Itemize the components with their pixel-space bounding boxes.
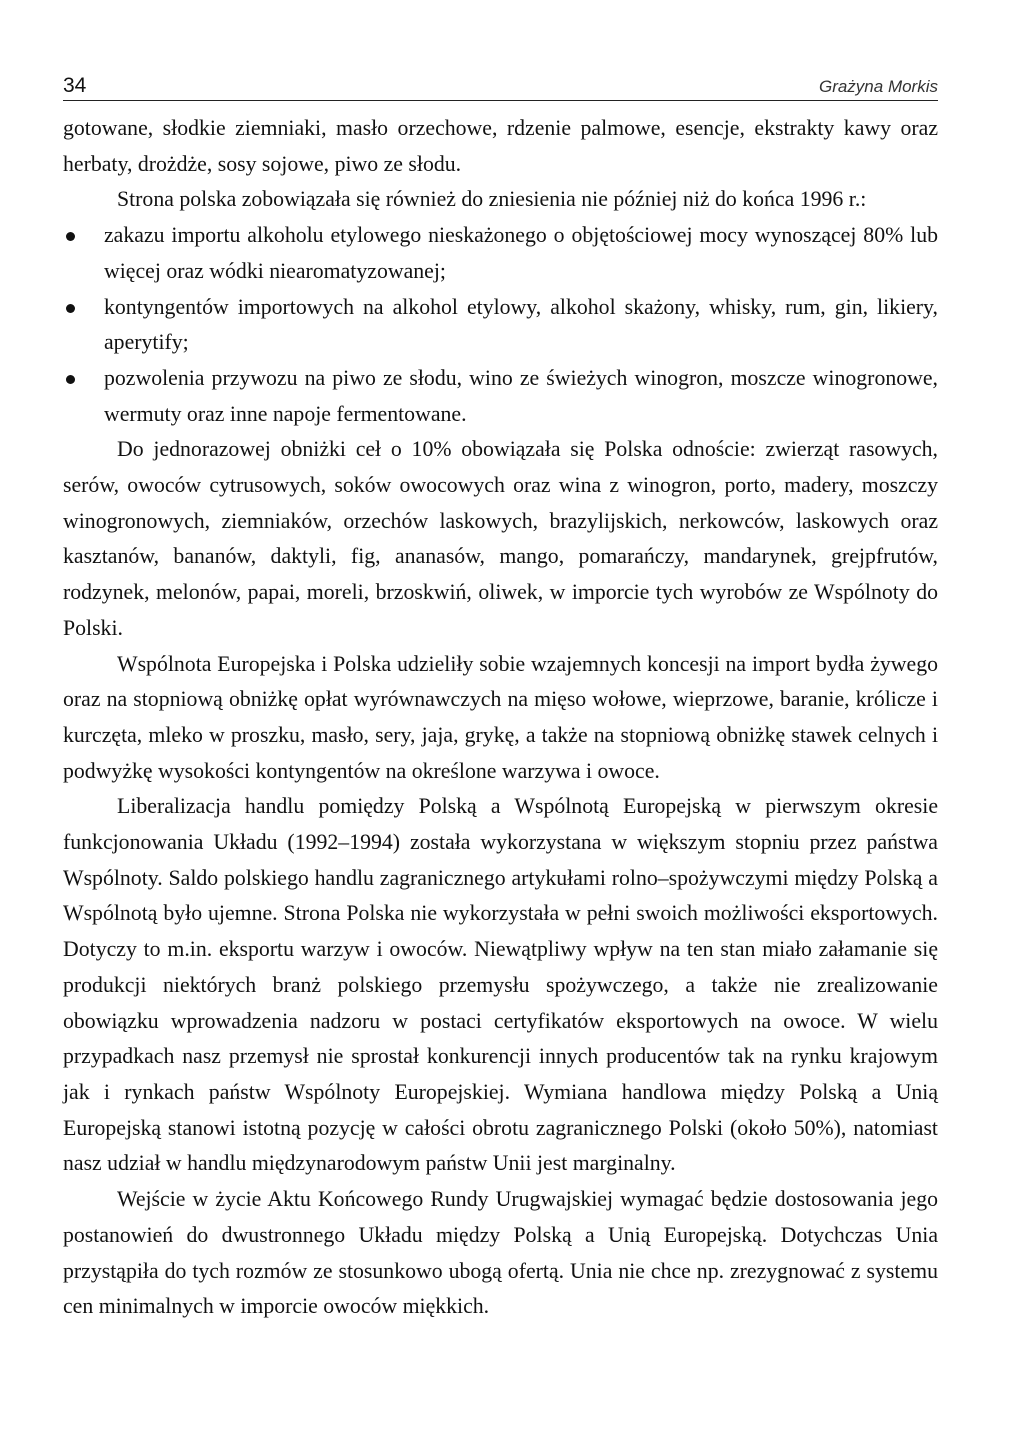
paragraph-continuation: gotowane, słodkie ziemniaki, masło orzechowe, rdzenie palmowe, esencje, ekstrakty kawy oraz herbaty, drożdże, sosy sojowe, piwo ze słodu. [63,116,938,176]
page-header [63,70,938,101]
bullet-list [63,218,938,432]
list-item [63,290,938,361]
bullet-icon [66,232,75,241]
bullet-icon [66,304,75,313]
list-item [63,218,938,289]
bullet-icon [66,375,75,384]
paragraph-trade-liberalization: Liberalizacja handlu pomiędzy Polską a Wspólnotą Europejską w pierwszym okresie funkcjonowania Układu (1992–1994) została wykorzystana w większym stopniu przez państwa Wspólnoty. Saldo polskiego handlu zagranicznego artykułami rolno–spożywczymi między Polską a Wspólnotą było ujemne. Strona Polska nie wykorzystała w pełni swoich możliwości eksportowych. Dotyczy to m.in. eksportu warzyw i owoców. Niewątpliwy wpływ na ten stan miało załamanie się produkcji niektórych branż polskiego przemysłu spożywczego, a także nie zrealizowanie obowiązku wprowadzenia nadzoru w postaci certyfikatów eksportowych na owoce. W wielu przypadkach nasz przemysł nie sprostał konkurencji innych producentów tak na rynku krajowym jak i rynkach państw Wspólnoty Europejskiej. Wymiana handlowa między Polską a Unią Europejską stanowi istotną pozycję w całości obrotu zagranicznego Polski (około 50%), natomiast nasz udział w handlu międzynarodowym państw Unii jest marginalny. [63,794,938,1176]
paragraph-intro-list: Strona polska zobowiązała się również do zniesienia nie później niż do końca 1996 r.: [117,187,867,212]
paragraph-mutual-concessions: Wspólnota Europejska i Polska udzieliły sobie wzajemnych koncesji na import bydła żywego oraz na stopniową obniżkę opłat wyrównawczych na mięso wołowe, wieprzowe, baranie, królicze i kurczęta, mleko w proszku, masło, sery, jaja, grykę, a także na stopniową obniżkę stawek celnych i podwyżkę wysokości kontyngentów na określone warzywa i owoce. [63,651,938,783]
paragraph-uruguay-round: Wejście w życie Aktu Końcowego Rundy Urugwajskiej wymagać będzie dostosowania jego postanowień do dwustronnego Układu między Polską a Unią Europejską. Dotychczas Unia przystąpiła do tych rozmów ze stosunkowo ubogą ofertą. Unia nie chce np. zrezygnować z systemu cen minimalnych w imporcie owoców miękkich. [63,1187,938,1319]
running-head-author: Grażyna Morkis [818,77,938,96]
list-item [63,361,938,432]
paragraph-tariff-reduction: Do jednorazowej obniżki ceł o 10% obowiązała się Polska odnoście: zwierząt rasowych, serów, owoców cytrusowych, soków owocowych oraz wina z winogron, porto, madery, moszczy winogronowych, ziemniaków, orzechów laskowych, brazylijskich, nerkowców, laskowych oraz kasztanów, bananów, daktyli, fig, ananasów, mango, pomarańczy, mandarynek, grejpfrutów, rodzynek, melonów, papai, moreli, brzoskwiń, oliwek, w imporcie tych wyrobów ze Wspólnoty do Polski. [63,437,938,640]
list-item-text: kontyngentów importowych na alkohol etylowy, alkohol skażony, whisky, rum, gin, likiery, aperytify; [104,294,938,355]
page-number: 34 [63,74,87,97]
document-page [63,70,938,1325]
list-item-text: pozwolenia przywozu na piwo ze słodu, wino ze świeżych winogron, moszcze winogronowe, wermuty oraz inne napoje fermentowane. [104,365,938,426]
document-body [63,111,938,1325]
list-item-text: zakazu importu alkoholu etylowego nieskażonego o objętościowej mocy wynoszącej 80% lub więcej oraz wódki niearomatyzowanej; [104,223,938,283]
